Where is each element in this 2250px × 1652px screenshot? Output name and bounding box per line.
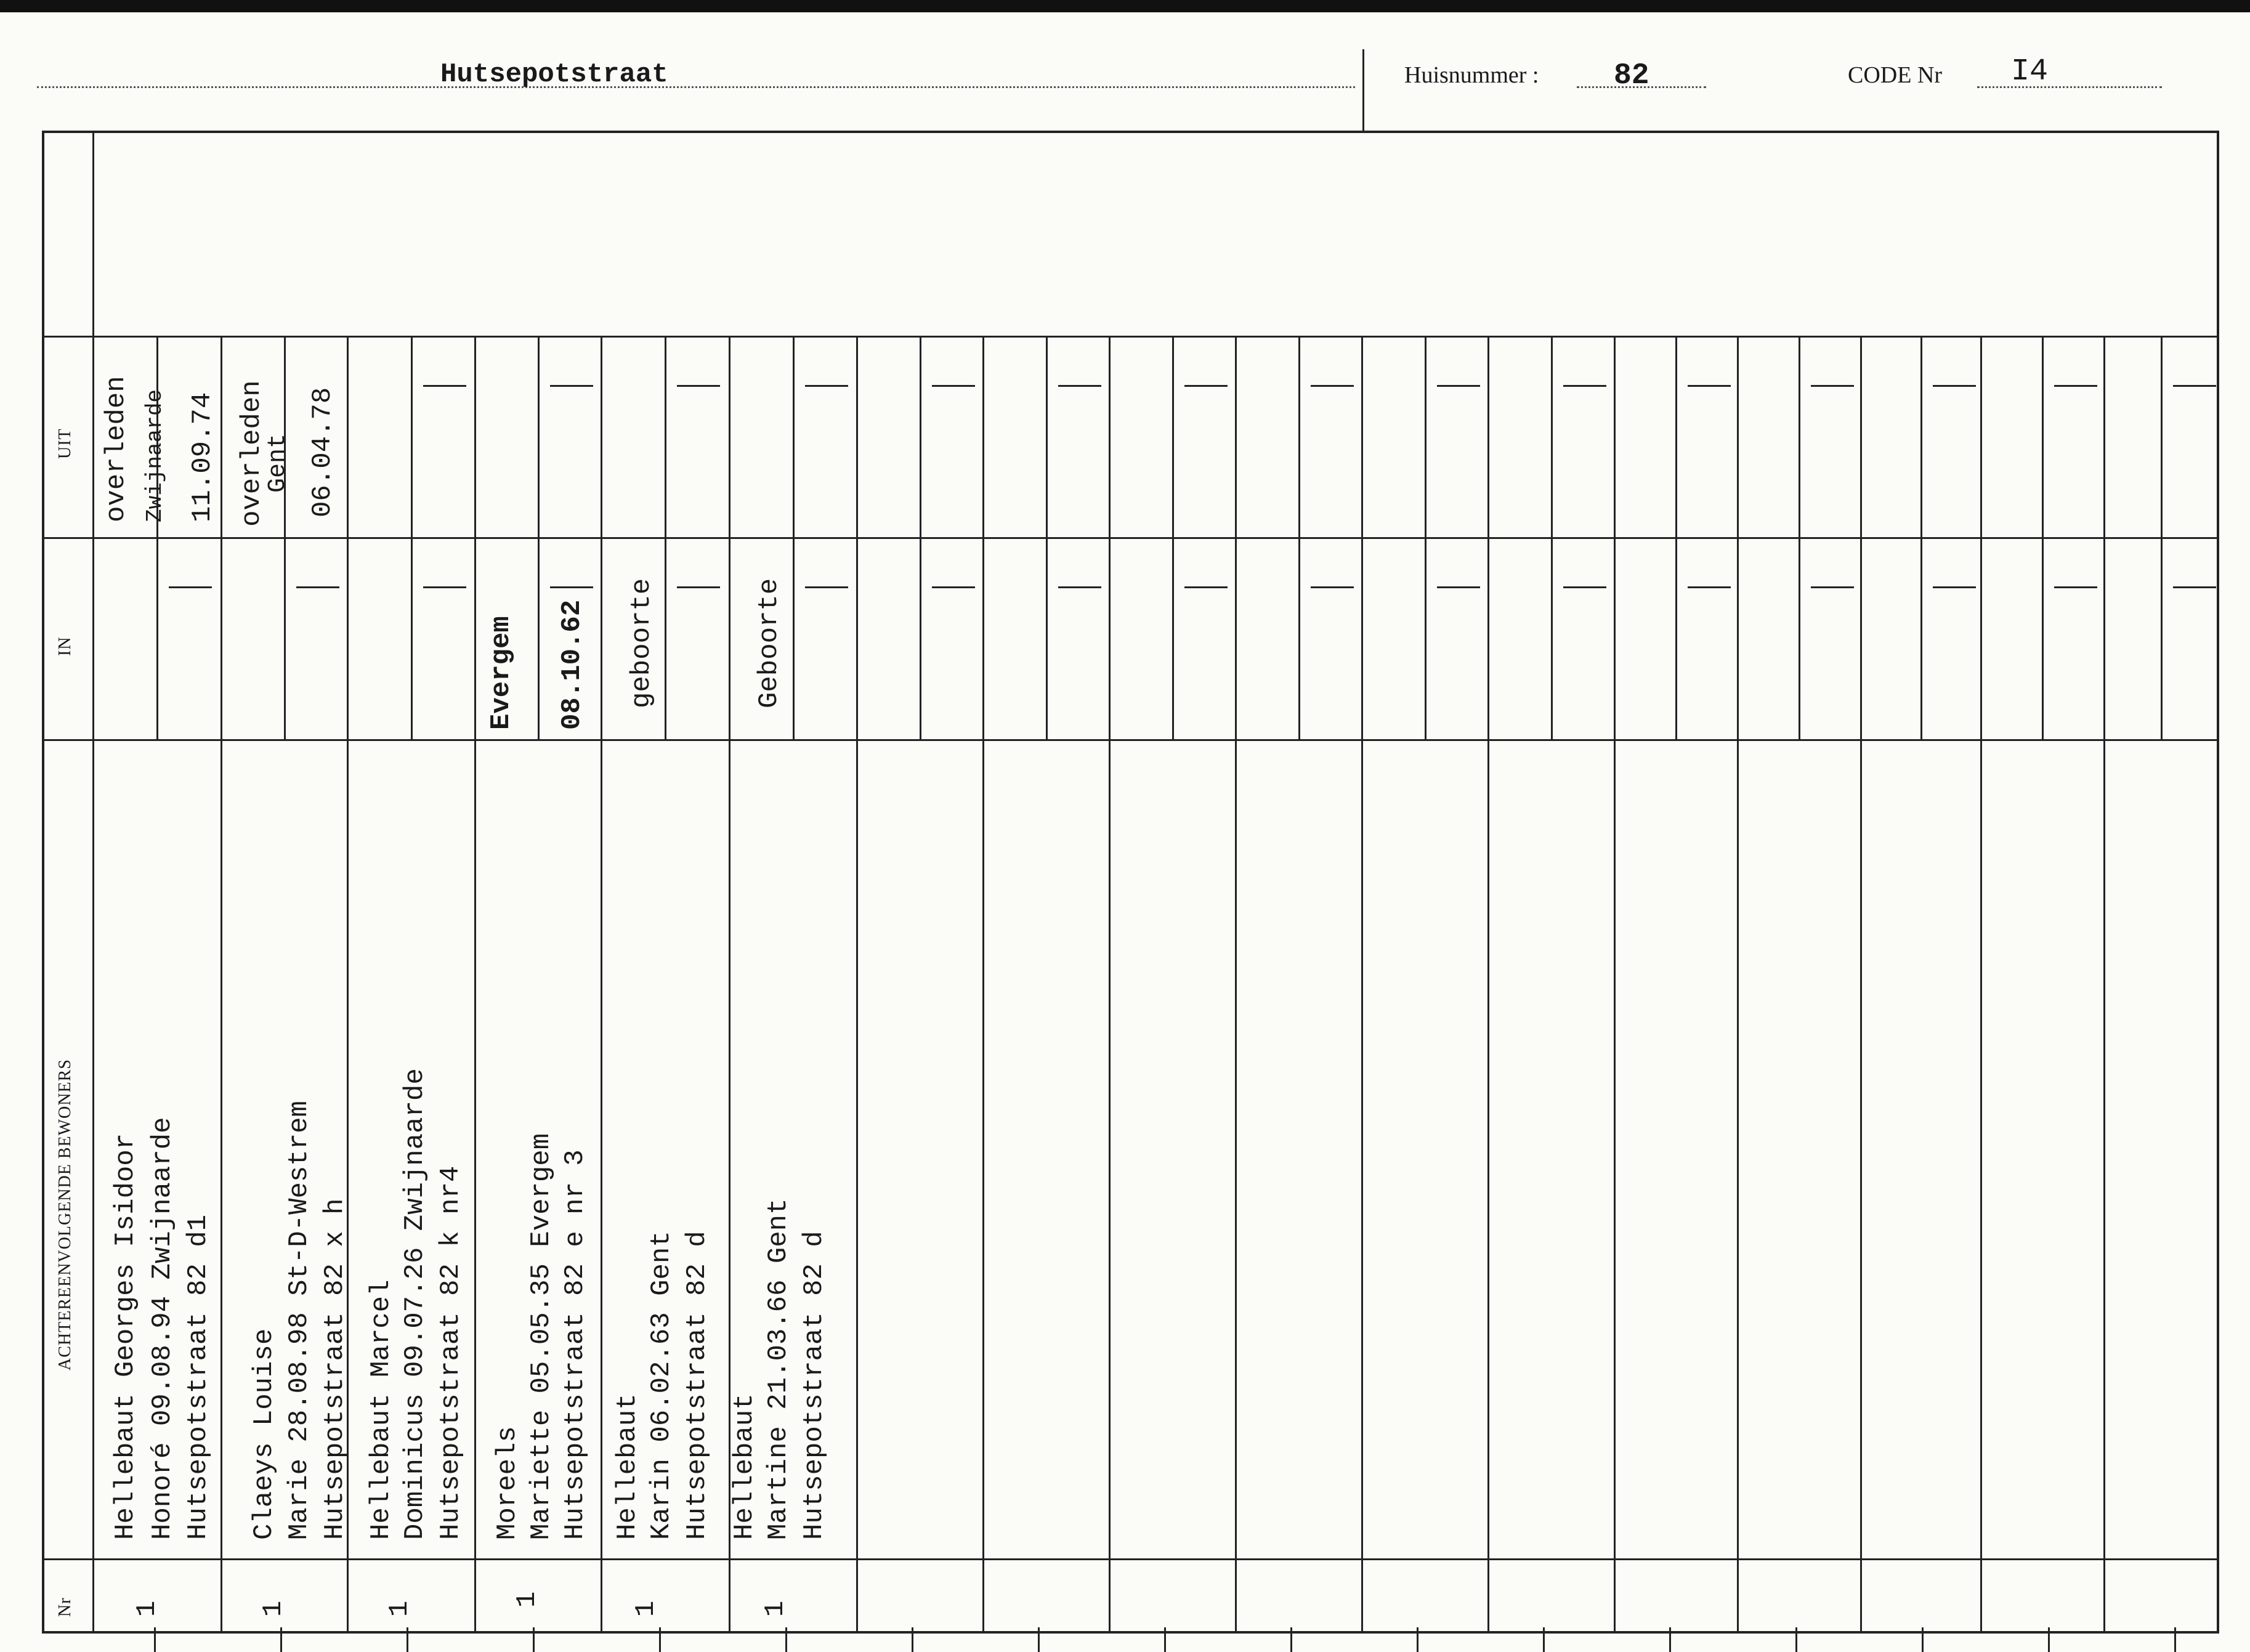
in-label: IN: [55, 636, 75, 656]
resident-row-1-line-3: Hutsepotstraat 82 d1: [183, 1214, 214, 1540]
resident-row-1-line-2: Honoré 09.08.94 Zwijnaarde: [147, 1117, 178, 1540]
cell-subdivider: [1551, 537, 1553, 739]
column-divider: [1980, 336, 1982, 1634]
cell-subdivider: [1425, 537, 1426, 739]
empty-dash-mark: [1437, 385, 1480, 387]
cell-subdivider: [665, 537, 666, 739]
row-2-out-line-1: overleden: [237, 380, 267, 527]
column-divider: [1737, 336, 1739, 1634]
in-top-line: [43, 537, 2217, 539]
cell-subdivider: [1172, 336, 1174, 537]
column-divider: [1860, 336, 1862, 1634]
empty-dash-mark: [1811, 385, 1854, 387]
row-6-in-line-1: Geboorte: [754, 578, 785, 708]
bottom-tick: [659, 1627, 661, 1652]
empty-dash-mark: [550, 385, 593, 387]
column-divider: [1487, 336, 1489, 1634]
cell-subdivider: [793, 537, 795, 739]
empty-dash-mark: [1933, 586, 1976, 588]
resident-row-3-line-2: Dominicus 09.07.26 Zwijnaarde: [400, 1068, 431, 1540]
empty-dash-mark: [677, 385, 720, 387]
bottom-tick: [1164, 1627, 1166, 1652]
cell-subdivider: [156, 537, 158, 739]
bottom-tick: [1290, 1627, 1292, 1652]
resident-row-4-line-3: Hutsepotstraat 82 e nr 3: [560, 1149, 591, 1540]
cell-subdivider: [2042, 537, 2044, 739]
bottom-tick: [1922, 1627, 1924, 1652]
cell-subdivider: [1675, 537, 1677, 739]
column-divider: [1361, 336, 1363, 1634]
row-1-out-line-2: Zwijnaarde: [142, 389, 168, 522]
column-divider: [2103, 336, 2105, 1634]
uit-top-line: [43, 336, 2217, 338]
cell-subdivider: [411, 336, 413, 537]
cell-subdivider: [1799, 537, 1800, 739]
street-dotted-line: [37, 86, 1355, 88]
label-column-divider: [92, 131, 94, 1634]
row-4-in-line-1: Evergem: [486, 616, 517, 730]
empty-dash-mark: [2173, 385, 2216, 387]
row-1-nr: 1: [132, 1600, 163, 1617]
column-divider: [2217, 336, 2219, 1634]
row-4-nr: 1: [512, 1591, 543, 1608]
cell-subdivider: [2042, 336, 2044, 537]
empty-dash-mark: [1058, 586, 1101, 588]
cell-subdivider: [1799, 336, 1800, 537]
column-divider: [856, 336, 858, 1634]
empty-dash-mark: [805, 586, 848, 588]
house-number-label: Huisnummer :: [1404, 62, 1539, 88]
empty-dash-mark: [1933, 385, 1976, 387]
cell-subdivider: [1298, 336, 1300, 537]
row-2-out-line-3: 06.04.78: [307, 387, 338, 517]
residents-top-line: [43, 739, 2217, 741]
empty-dash-mark: [1058, 385, 1101, 387]
bottom-tick: [1038, 1627, 1040, 1652]
cell-subdivider: [1298, 537, 1300, 739]
bottom-tick: [1669, 1627, 1671, 1652]
empty-dash-mark: [1184, 586, 1228, 588]
cell-subdivider: [411, 537, 413, 739]
empty-dash-mark: [1563, 586, 1606, 588]
bottom-tick: [2048, 1627, 2050, 1652]
cell-subdivider: [1675, 336, 1677, 537]
empty-dash-mark: [1688, 385, 1731, 387]
nr-top-line: [43, 1558, 2217, 1560]
resident-row-4-line-1: Moreels: [492, 1426, 523, 1540]
cell-subdivider: [538, 336, 540, 537]
column-divider: [982, 336, 984, 1634]
resident-row-5-line-1: Hellebaut: [612, 1393, 643, 1540]
empty-dash-mark: [677, 586, 720, 588]
house-number: 82: [1614, 59, 1649, 92]
column-divider: [221, 336, 222, 1634]
code-line: [1977, 86, 2162, 88]
code-label: CODE Nr: [1848, 62, 1943, 88]
resident-row-6-line-3: Hutsepotstraat 82 d: [799, 1231, 830, 1540]
resident-row-1-line-1: Hellebaut Georges Isidoor: [110, 1133, 141, 1540]
row-2-nr: 1: [258, 1600, 289, 1617]
row-2-out-line-2: Gent: [264, 433, 292, 493]
header-divider: [1362, 49, 1364, 131]
row-4-in-line-2: 08.10.62: [557, 599, 588, 730]
empty-dash-mark: [932, 586, 975, 588]
bottom-tick: [2174, 1627, 2176, 1652]
cell-subdivider: [1172, 537, 1174, 739]
uit-label: UIT: [55, 428, 75, 459]
empty-dash-mark: [423, 385, 466, 387]
cell-subdivider: [1551, 336, 1553, 537]
empty-dash-mark: [1811, 586, 1854, 588]
bottom-tick: [1417, 1627, 1418, 1652]
empty-dash-mark: [1184, 385, 1228, 387]
cell-subdivider: [1046, 537, 1048, 739]
street-name: Hutsepotstraat: [440, 59, 668, 90]
cell-subdivider: [920, 336, 921, 537]
row-5-nr: 1: [631, 1600, 662, 1617]
bottom-tick: [1795, 1627, 1797, 1652]
empty-dash-mark: [1311, 385, 1354, 387]
empty-dash-mark: [805, 385, 848, 387]
row-6-nr: 1: [760, 1600, 791, 1617]
bottom-tick: [154, 1627, 156, 1652]
empty-dash-mark: [1563, 385, 1606, 387]
cell-subdivider: [284, 537, 286, 739]
row-1-out-line-3: 11.09.74: [187, 392, 218, 522]
column-divider: [1614, 336, 1616, 1634]
nr-label: Nr: [55, 1597, 75, 1617]
cell-subdivider: [538, 537, 540, 739]
resident-row-5-line-2: Karin 06.02.63 Gent: [646, 1231, 677, 1540]
residents-label: ACHTEREENVOLGENDE BEWONERS: [55, 1059, 75, 1371]
empty-dash-mark: [1437, 586, 1480, 588]
cell-subdivider: [1920, 336, 1922, 537]
bottom-tick: [912, 1627, 913, 1652]
column-divider: [474, 336, 476, 1634]
row-5-in-line-1: geboorte: [626, 578, 657, 708]
cell-subdivider: [2161, 537, 2163, 739]
empty-dash-mark: [1311, 586, 1354, 588]
resident-row-4-line-2: Mariette 05.05.35 Evergem: [526, 1133, 557, 1540]
empty-dash-mark: [169, 586, 212, 588]
resident-row-6-line-2: Martine 21.03.66 Gent: [763, 1198, 794, 1540]
scan-edge: [0, 0, 2250, 12]
empty-dash-mark: [1688, 586, 1731, 588]
resident-row-3-line-1: Hellebaut Marcel: [366, 1279, 397, 1540]
empty-dash-mark: [296, 586, 339, 588]
empty-dash-mark: [932, 385, 975, 387]
cell-subdivider: [793, 336, 795, 537]
bottom-tick: [1543, 1627, 1545, 1652]
cell-subdivider: [1046, 336, 1048, 537]
empty-dash-mark: [2054, 385, 2097, 387]
resident-row-5-line-3: Hutsepotstraat 82 d: [682, 1231, 713, 1540]
bottom-tick: [280, 1627, 282, 1652]
cell-subdivider: [2161, 336, 2163, 537]
empty-dash-mark: [550, 586, 593, 588]
column-divider: [601, 336, 602, 1634]
row-1-out-line-1: overleden: [101, 376, 132, 522]
bottom-tick: [407, 1627, 408, 1652]
code-value: I4: [2011, 54, 2049, 89]
row-3-nr: 1: [384, 1600, 415, 1617]
resident-row-2-line-2: Marie 28.08.98 St-D-Westrem: [284, 1101, 315, 1540]
resident-row-3-line-3: Hutsepotstraat 82 k nr4: [435, 1165, 466, 1540]
empty-dash-mark: [423, 586, 466, 588]
cell-subdivider: [665, 336, 666, 537]
cell-subdivider: [920, 537, 921, 739]
empty-dash-mark: [2054, 586, 2097, 588]
resident-row-2-line-1: Claeys Louise: [249, 1328, 280, 1540]
cell-subdivider: [1920, 537, 1922, 739]
cell-subdivider: [1425, 336, 1426, 537]
resident-row-2-line-3: Hutsepotstraat 82 x h: [320, 1198, 350, 1540]
column-divider: [1235, 336, 1237, 1634]
bottom-tick: [533, 1627, 535, 1652]
column-divider: [1109, 336, 1111, 1634]
bottom-tick: [785, 1627, 787, 1652]
empty-dash-mark: [2173, 586, 2216, 588]
resident-row-6-line-1: Hellebaut: [729, 1393, 760, 1540]
